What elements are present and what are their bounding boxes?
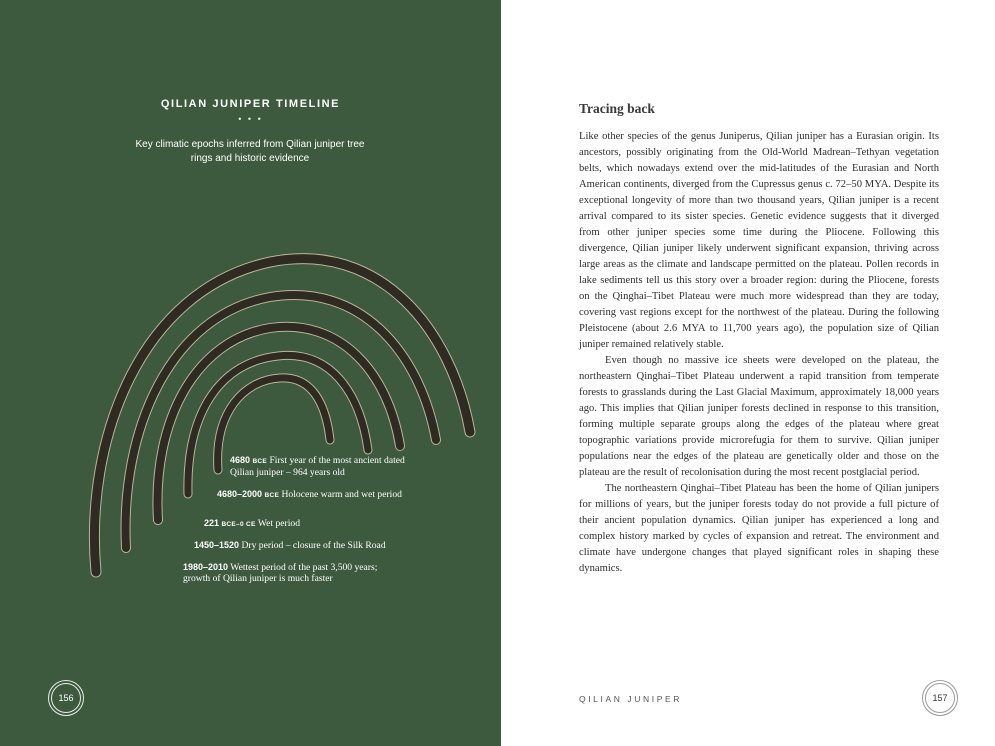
section-heading: Tracing back: [579, 101, 655, 116]
paragraph-1: Like other species of the genus Juniperus, Qilian juniper has a Eurasian origin. Its ancestors, possibly originating from the Old-World Madrean–Tethyan vegetation belts, which nowadays extend over the mid-latitudes of the Eurasian and North American continents, diverged from the Cupressus genus c. 72–50 MYA. Despite its exceptional longevity of more than two thousand years, Qilian juniper is a recent arrival compared to its sister species. Genetic evidence suggests that it diverged from other juniper species some time during the Pliocene. Following this divergence, Qilian juniper likely underwent significant expansion, thriving across large areas as the climate and landscape permitted on the plateau. Pollen records in lake sediments tell us this story over a broader region: during the Pliocene, forests on the Qinghai–Tibet Plateau were much more widespread than they are today, covering vast regions except for the northwest of the plateau. During the following Pleistocene (about 2.6 MYA to 11,700 years ago), the population size of Qilian juniper remained relatively stable.: [579, 131, 939, 350]
running-footer: QILIAN JUNIPER: [579, 694, 682, 704]
timeline-event-5: 1980–2010 Wettest period of the past 3,500 years; growth of Qilian juniper is much faster: [183, 562, 378, 584]
paragraph-2: Even though no massive ice sheets were developed on the plateau, the northeastern Qinghai–Tibet Plateau underwent a rapid transition from temperate forests to grasslands during the Last Glacial Maximum, approximately 18,000 years ago. This implies that Qilian juniper forests declined in response to this transition, forming multiple separate groups along the edges of the plateau where great topographic variations provide microrefugia for them to survive. Qilian juniper populations near the edges of the plateau are genetically older and those on the plateau are the result of recolonisation during the most recent postglacial period.: [579, 355, 939, 478]
timeline-subtitle: Key climatic epochs inferred from Qilian juniper tree rings and historic evidence: [135, 139, 365, 164]
paragraph-3: The northeastern Qinghai–Tibet Plateau has been the home of Qilian junipers for millions of years, but the juniper forests today do not provide a full picture of their ancient population dynamics. Qilian juniper has experienced a long and complex history marked by cycles of expansion and retreat. The environment and climate have undergone changes that played significant roles in shaping these dynamics.: [579, 483, 939, 574]
timeline-event-3: 221 BCE–0 CE Wet period: [204, 518, 300, 529]
page-number-right: 157: [922, 680, 958, 716]
ornament-dots: • • •: [238, 114, 263, 124]
body-text: [579, 129, 939, 577]
timeline-title: QILIAN JUNIPER TIMELINE: [160, 98, 341, 110]
timeline-event-2: 4680–2000 BCE Holocene warm and wet period: [217, 489, 402, 500]
page-number-left: 156: [48, 680, 84, 716]
timeline-event-1: 4680 BCE First year of the most ancient dated Qilian juniper – 964 years old: [230, 455, 405, 478]
timeline-event-4: 1450–1520 Dry period – closure of the Silk Road: [194, 540, 386, 551]
